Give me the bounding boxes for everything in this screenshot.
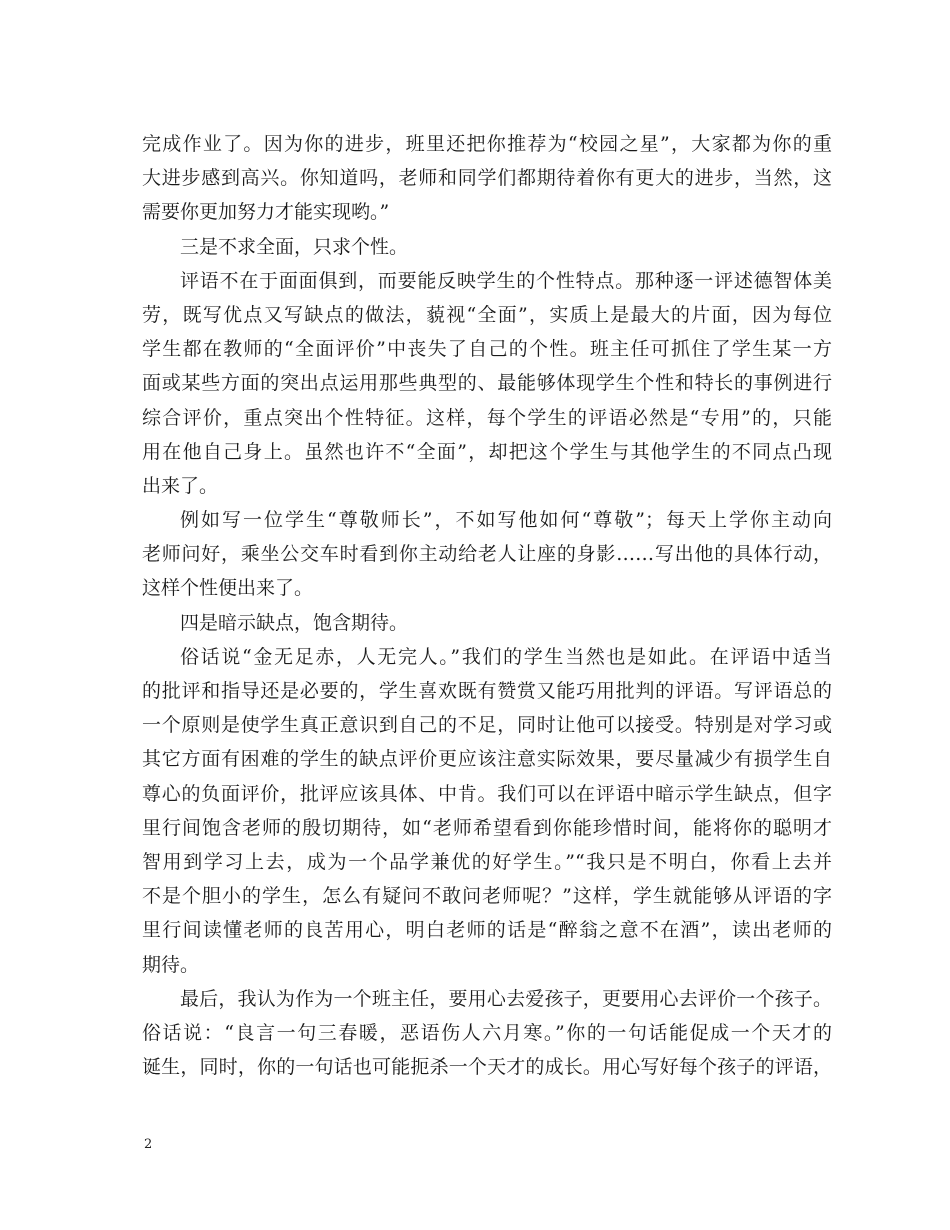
text-line: 例如写一位学生“尊敬师长”，不如写他如何“尊敬”；每天上学你主动向 bbox=[180, 509, 832, 532]
text-line: 大进步感到高兴。你知道吗，老师和同学们都期待着你有更大的进步，当然，这 bbox=[142, 167, 832, 190]
document-body bbox=[142, 127, 832, 1084]
paragraph bbox=[142, 127, 832, 230]
page-number: 2 bbox=[144, 1137, 153, 1152]
text-line: 三是不求全面，只求个性。 bbox=[180, 235, 409, 258]
text-line: 用在他自己身上。虽然也许不“全面”，却把这个学生与其他学生的不同点凸现 bbox=[142, 440, 832, 463]
text-line: 完成作业了。因为你的进步，班里还把你推荐为“校园之星”，大家都为你的重 bbox=[142, 133, 832, 155]
text-line: 一个原则是使学生真正意识到自己的不足，同时让他可以接受。特别是对学习或 bbox=[142, 714, 832, 737]
text-line: 里行间读懂老师的良苦用心，明白老师的话是“醉翁之意不在酒”，读出老师的 bbox=[142, 919, 832, 942]
paragraph bbox=[142, 230, 832, 264]
text-line: 期待。 bbox=[142, 953, 200, 976]
paragraph bbox=[142, 503, 832, 606]
text-line: 学生都在教师的“全面评价”中丧失了自己的个性。班主任可抓住了学生某一方 bbox=[142, 338, 832, 361]
text-line: 需要你更加努力才能实现哟。” bbox=[142, 201, 390, 224]
text-line: 智用到学习上去，成为一个品学兼优的好学生。”“我只是不明白，你看上去并 bbox=[142, 850, 832, 873]
text-line: 面或某些方面的突出点运用那些典型的、最能够体现学生个性和特长的事例进行 bbox=[142, 372, 832, 395]
text-line: 最后，我认为作为一个班主任，要用心去爱孩子，更要用心去评价一个孩子。 bbox=[180, 987, 832, 1010]
text-line: 诞生，同时，你的一句话也可能扼杀一个天才的成长。用心写好每个孩子的评语， bbox=[142, 1056, 832, 1079]
text-line: 评语不在于面面俱到，而要能反映学生的个性特点。那种逐一评述德智体美 bbox=[180, 269, 832, 292]
text-line: 尊心的负面评价，批评应该具体、中肯。我们可以在评语中暗示学生缺点，但字 bbox=[142, 782, 832, 805]
paragraph bbox=[142, 264, 832, 503]
text-line: 其它方面有困难的学生的缺点评价更应该注意实际效果，要尽量减少有损学生自 bbox=[142, 748, 832, 771]
text-line: 不是个胆小的学生，怎么有疑问不敢问老师呢？”这样，学生就能够从评语的字 bbox=[142, 885, 832, 908]
paragraph bbox=[142, 640, 832, 982]
text-line: 劳，既写优点又写缺点的做法，藐视“全面”，实质上是最大的片面，因为每位 bbox=[142, 303, 832, 326]
text-line: 综合评价，重点突出个性特征。这样，每个学生的评语必然是“专用”的，只能 bbox=[142, 406, 832, 429]
text-line: 俗话说：“良言一句三春暖，恶语伤人六月寒。”你的一句话能促成一个天才的 bbox=[142, 1021, 832, 1044]
text-line: 的批评和指导还是必要的，学生喜欢既有赞赏又能巧用批判的评语。写评语总的 bbox=[142, 680, 832, 702]
paragraph bbox=[142, 982, 832, 1085]
text-line: 这样个性便出来了。 bbox=[142, 577, 314, 600]
text-line: 老师问好，乘坐公交车时看到你主动给老人让座的身影……写出他的具体行动， bbox=[142, 543, 832, 566]
paragraph bbox=[142, 606, 832, 640]
text-line: 里行间饱含老师的殷切期待，如“老师希望看到你能珍惜时间，能将你的聪明才 bbox=[142, 816, 832, 839]
text-line: 俗话说“金无足赤，人无完人。”我们的学生当然也是如此。在评语中适当 bbox=[180, 645, 832, 668]
text-line: 四是暗示缺点，饱含期待。 bbox=[180, 611, 409, 634]
text-line: 出来了。 bbox=[142, 474, 219, 497]
